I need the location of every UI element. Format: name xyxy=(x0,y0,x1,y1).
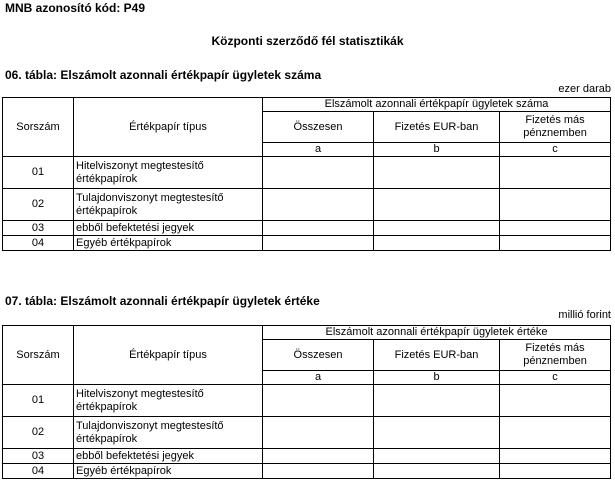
table-07 xyxy=(2,325,611,479)
header-other-currency xyxy=(500,112,611,143)
row-type-line2: értékpapírok xyxy=(76,172,138,185)
row-number: 01 xyxy=(3,385,74,417)
letter-b: b xyxy=(374,371,500,385)
cell-c[interactable] xyxy=(500,385,611,417)
cell-a[interactable] xyxy=(263,189,374,221)
row-type xyxy=(74,189,263,221)
header-group: Elszámolt azonnali értékpapír ügyletek értéke xyxy=(263,326,611,340)
table-row xyxy=(3,221,611,236)
header-eur: Fizetés EUR-ban xyxy=(374,112,500,143)
letter-b: b xyxy=(374,143,500,157)
row-number: 02 xyxy=(3,189,74,221)
header-other-currency xyxy=(500,340,611,371)
table-07-title: 07. tábla: Elszámolt azonnali értékpapír ügyletek értéke xyxy=(5,294,320,308)
letter-c: c xyxy=(500,371,611,385)
table-06-title: 06. tábla: Elszámolt azonnali értékpapír ügyletek száma xyxy=(5,68,322,82)
letter-c: c xyxy=(500,143,611,157)
row-type-line1: Tulajdonviszonyt megtestesítő xyxy=(76,419,224,432)
header-sorszam: Sorszám xyxy=(3,326,74,385)
cell-c[interactable] xyxy=(500,449,611,464)
table-row xyxy=(3,417,611,449)
row-number: 01 xyxy=(3,157,74,189)
cell-b[interactable] xyxy=(374,236,500,251)
cell-a[interactable] xyxy=(263,449,374,464)
row-type: Egyéb értékpapírok xyxy=(74,236,263,251)
row-type-line1: Hitelviszonyt megtestesítő xyxy=(76,387,204,400)
row-number: 02 xyxy=(3,417,74,449)
row-type-line2: értékpapírok xyxy=(76,204,138,217)
header-type: Értékpapír típus xyxy=(74,98,263,157)
table-row xyxy=(3,464,611,479)
cell-a[interactable] xyxy=(263,221,374,236)
header-other-currency-line2: pénznemben xyxy=(523,355,587,367)
cell-a[interactable] xyxy=(263,417,374,449)
row-type-line2: értékpapírok xyxy=(76,432,138,445)
row-type: ebből befektetési jegyek xyxy=(74,221,263,236)
row-type: ebből befektetési jegyek xyxy=(74,449,263,464)
cell-c[interactable] xyxy=(500,417,611,449)
row-type-line1: Hitelviszonyt megtestesítő xyxy=(76,159,204,172)
cell-c[interactable] xyxy=(500,464,611,479)
letter-a: a xyxy=(263,371,374,385)
row-type xyxy=(74,385,263,417)
table-row xyxy=(3,385,611,417)
row-type: Egyéb értékpapírok xyxy=(74,464,263,479)
header-sorszam: Sorszám xyxy=(3,98,74,157)
table-06-unit: ezer darab xyxy=(558,83,611,95)
cell-a[interactable] xyxy=(263,157,374,189)
header-eur: Fizetés EUR-ban xyxy=(374,340,500,371)
mnb-code: MNB azonosító kód: P49 xyxy=(5,1,146,15)
cell-b[interactable] xyxy=(374,449,500,464)
header-other-currency-line1: Fizetés más xyxy=(525,342,585,354)
cell-b[interactable] xyxy=(374,189,500,221)
table-06 xyxy=(2,97,611,251)
cell-c[interactable] xyxy=(500,221,611,236)
cell-a[interactable] xyxy=(263,385,374,417)
cell-a[interactable] xyxy=(263,236,374,251)
cell-c[interactable] xyxy=(500,189,611,221)
header-other-currency-line1: Fizetés más xyxy=(525,114,585,126)
cell-b[interactable] xyxy=(374,221,500,236)
table-row xyxy=(3,189,611,221)
cell-b[interactable] xyxy=(374,464,500,479)
row-type xyxy=(74,157,263,189)
header-osszesen: Összesen xyxy=(263,340,374,371)
row-type xyxy=(74,417,263,449)
header-type: Értékpapír típus xyxy=(74,326,263,385)
table-07-unit: millió forint xyxy=(558,309,611,321)
page-title: Központi szerződő fél statisztikák xyxy=(211,34,404,48)
header-osszesen: Összesen xyxy=(263,112,374,143)
row-number: 04 xyxy=(3,236,74,251)
cell-b[interactable] xyxy=(374,385,500,417)
cell-c[interactable] xyxy=(500,157,611,189)
cell-b[interactable] xyxy=(374,417,500,449)
letter-a: a xyxy=(263,143,374,157)
row-number: 03 xyxy=(3,449,74,464)
cell-a[interactable] xyxy=(263,464,374,479)
table-row xyxy=(3,449,611,464)
header-group: Elszámolt azonnali értékpapír ügyletek száma xyxy=(263,98,611,112)
row-number: 03 xyxy=(3,221,74,236)
table-row xyxy=(3,236,611,251)
header-other-currency-line2: pénznemben xyxy=(523,127,587,139)
row-type-line1: Tulajdonviszonyt megtestesítő xyxy=(76,191,224,204)
cell-c[interactable] xyxy=(500,236,611,251)
row-type-line2: értékpapírok xyxy=(76,400,138,413)
cell-b[interactable] xyxy=(374,157,500,189)
table-row xyxy=(3,157,611,189)
row-number: 04 xyxy=(3,464,74,479)
